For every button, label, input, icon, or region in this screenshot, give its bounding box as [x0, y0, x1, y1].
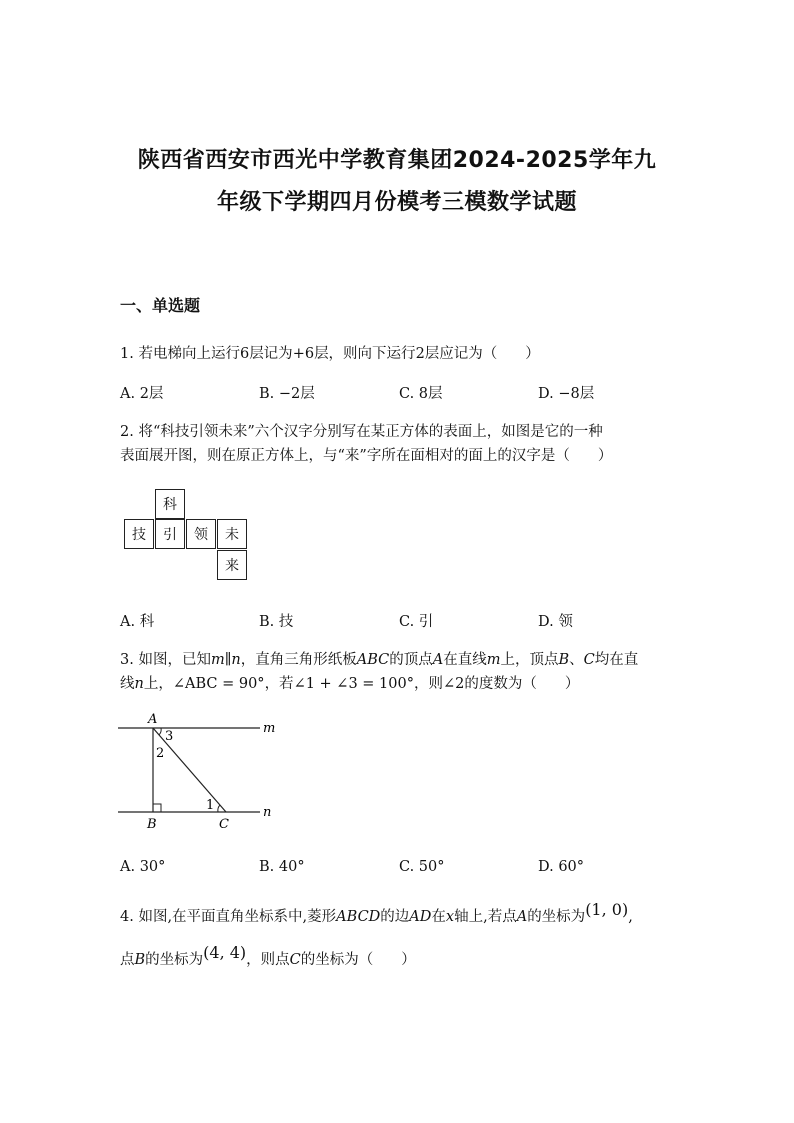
- q2-text: ）: [597, 448, 613, 464]
- q1-text: 层记为: [249, 346, 293, 362]
- question-2-line-1: [120, 420, 603, 441]
- q1-option-c[interactable]: C. 8层: [399, 386, 443, 402]
- q1-option-d[interactable]: D. −8层: [538, 386, 595, 402]
- q1-number: 2: [415, 346, 425, 362]
- q3-option-d[interactable]: D. 60°: [538, 859, 585, 875]
- q1-text: 层，则向下运行: [314, 346, 416, 362]
- angle-1-label: 1: [206, 798, 215, 813]
- cube-net-figure: [124, 489, 248, 581]
- angle-3-label: 3: [165, 729, 174, 744]
- q2-text: 表面展开图，则在原正方体上，与“来”字所在面相对的面上的汉字是（: [120, 448, 570, 464]
- net-cell: 技: [124, 519, 154, 549]
- question-3-line-2: 线n上，∠ABC = 90°，若∠1 + ∠3 = 100°，则∠2的度数为（ ）: [120, 676, 580, 692]
- angle-2-label: 2: [156, 746, 165, 761]
- net-cell: 未: [217, 519, 247, 549]
- q3-option-c[interactable]: C. 50°: [399, 859, 445, 875]
- q2-option-a[interactable]: A. 科: [120, 614, 155, 630]
- angle-3-arc: [159, 728, 161, 735]
- q3-option-a[interactable]: A. 30°: [120, 859, 166, 875]
- question-1: [120, 342, 540, 363]
- question-number: 3.: [120, 652, 134, 668]
- question-number: 1.: [120, 346, 134, 362]
- label-c: C: [219, 817, 229, 832]
- section-heading: 一、单选题: [120, 296, 201, 315]
- right-angle-mark: [153, 804, 161, 812]
- segment-ac: [153, 728, 226, 812]
- page-title-line-2: 年级下学期四月份模考三模数学试题: [216, 190, 577, 215]
- q1-text: 若电梯向上运行: [138, 346, 240, 362]
- label-n: n: [263, 805, 272, 820]
- q1-text: 层应记为（: [424, 346, 498, 362]
- label-a: A: [148, 712, 158, 727]
- question-2-line-2: [120, 444, 612, 465]
- q3-option-b[interactable]: B. 40°: [259, 859, 305, 875]
- q2-option-b[interactable]: B. 技: [259, 614, 294, 630]
- triangle-parallel-lines-figure: [118, 710, 288, 835]
- coordinate-a: (1, 0): [585, 900, 629, 919]
- net-cell: 领: [186, 519, 216, 549]
- page-title-line-1: 陕西省西安市西光中学教育集团2024-2025学年九: [137, 148, 657, 173]
- label-m: m: [263, 721, 276, 736]
- question-number: 4.: [120, 909, 134, 925]
- q1-text: ）: [525, 346, 540, 362]
- question-number: 2.: [120, 424, 134, 440]
- coordinate-b: (4, 4): [203, 943, 247, 962]
- net-cell-top: 科: [155, 489, 185, 519]
- question-4-line-1: 4. 如图,在平面直角坐标系中,菱形ABCD的边AD在x轴上,若点A的坐标为(1, 0),: [120, 900, 633, 925]
- question-3-line-1: 3. 如图，已知m∥n，直角三角形纸板ABC的顶点A在直线m上，顶点B、C均在直: [120, 652, 639, 668]
- q1-option-b[interactable]: B. −2层: [259, 386, 315, 402]
- q2-option-c[interactable]: C. 引: [399, 614, 434, 630]
- q1-value: +6: [292, 346, 315, 362]
- q2-text: 将“科技引领未来”六个汉字分别写在某正方体的表面上，如图是它的一种: [138, 424, 603, 440]
- net-cell-bottom: 来: [217, 550, 247, 580]
- q1-number: 6: [239, 346, 250, 362]
- question-4-line-2: 点B的坐标为(4, 4)，则点C的坐标为（ ）: [120, 943, 416, 968]
- label-b: B: [147, 817, 157, 832]
- net-cell: 引: [155, 519, 185, 549]
- q2-option-d[interactable]: D. 领: [538, 614, 573, 630]
- q1-option-a[interactable]: A. 2层: [120, 386, 164, 402]
- angle-1-arc: [218, 805, 220, 812]
